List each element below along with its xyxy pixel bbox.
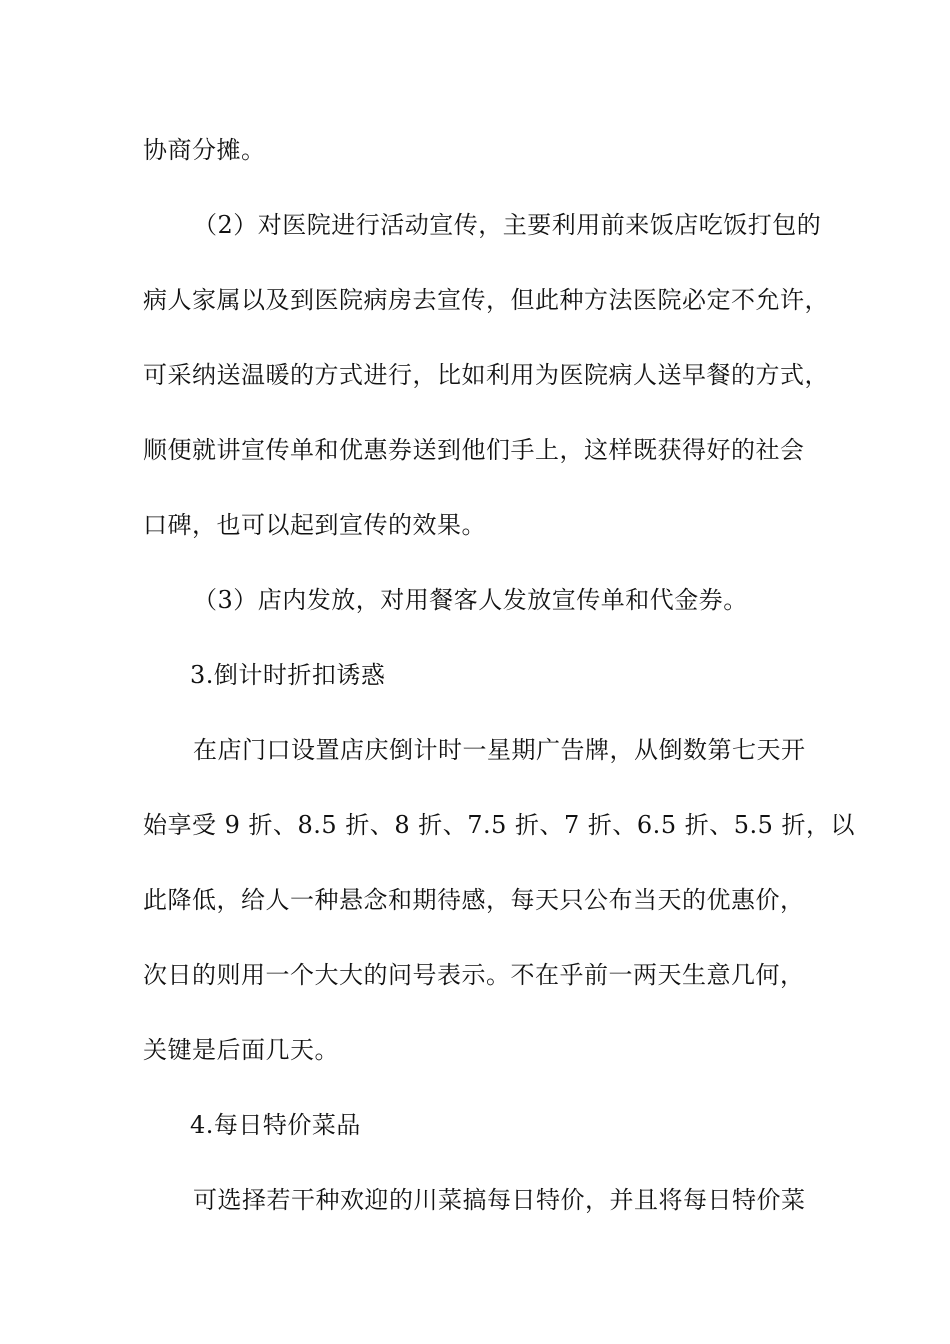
paragraph-line-11: 此降低，给人一种悬念和期待感，每天只公布当天的优惠价， [143, 886, 805, 914]
paragraph-line-5: 顺便就讲宣传单和优惠券送到他们手上，这样既获得好的社会 [143, 436, 805, 464]
paragraph-line-12: 次日的则用一个大大的问号表示。不在乎前一两天生意几何， [143, 961, 805, 989]
paragraph-line-7: （3）店内发放，对用餐客人发放宣传单和代金券。 [193, 586, 748, 614]
paragraph-line-9: 在店门口设置店庆倒计时一星期广告牌，从倒数第七天开 [193, 736, 806, 764]
paragraph-line-10: 始享受 9 折、8.5 折、8 折、7.5 折、7 折、6.5 折、5.5 折，以 [143, 811, 856, 839]
paragraph-line-13: 关键是后面几天。 [143, 1036, 339, 1064]
paragraph-line-1: 协商分摊。 [143, 136, 266, 164]
paragraph-line-4: 可采纳送温暖的方式进行，比如利用为医院病人送早餐的方式， [143, 361, 829, 389]
paragraph-line-15: 可选择若干种欢迎的川菜搞每日特价，并且将每日特价菜 [193, 1186, 806, 1214]
paragraph-line-2: （2）对医院进行活动宣传，主要利用前来饭店吃饭打包的 [193, 211, 822, 239]
paragraph-line-6: 口碑，也可以起到宣传的效果。 [143, 511, 486, 539]
section-heading-3: 3.倒计时折扣诱惑 [190, 661, 386, 689]
section-heading-4: 4.每日特价菜品 [190, 1111, 361, 1139]
paragraph-line-3: 病人家属以及到医院病房去宣传，但此种方法医院必定不允许， [143, 286, 829, 314]
